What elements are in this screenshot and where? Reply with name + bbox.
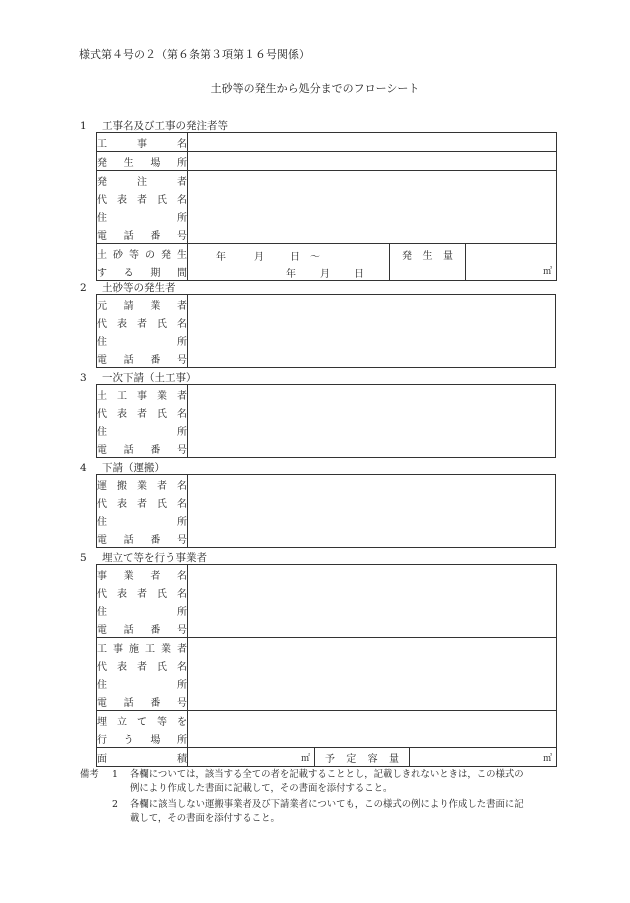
label-char: 氏 [157,661,167,673]
label-char: て [137,716,147,728]
label-char: 容 [367,753,378,765]
label-char: す [97,267,107,279]
section-1-title: 1 工事名及び工事の発注者等 [80,120,228,132]
label-char: 名 [177,194,187,206]
field-label [97,638,187,656]
label-char: 話 [123,230,134,242]
label-char: 注 [137,176,147,188]
label-char: 電 [97,444,107,456]
label-char: 住 [97,426,107,438]
field-label [97,711,187,729]
label-char: 番 [150,230,161,242]
label-char: 代 [97,588,107,600]
label-char: 生 [123,157,134,169]
label-char: 施 [129,643,139,655]
field-label [97,511,187,529]
label-char: 者 [137,318,147,330]
label-char: 番 [150,354,161,366]
hassei-kikan-field[interactable]: 年 月 日 ～ 年 月 日 [188,244,390,281]
label-char: 搬 [117,480,127,492]
label-char: 名 [177,498,187,510]
label-char: 積 [177,753,187,765]
section-5-table [96,564,557,767]
label-char: を [177,716,187,728]
label-char: 事 [137,390,147,402]
label-char: 電 [97,534,107,546]
section-2-table [96,294,556,368]
sekosha-field[interactable] [188,638,557,711]
label-char: 番 [150,534,161,546]
label-char: 番 [150,444,161,456]
label-char: 所 [177,212,187,224]
field-label [97,385,187,403]
field-label [97,601,187,619]
label-char: る [123,267,134,279]
note-2-line-1: 各欄に該当しない運搬事業者及び下請業者についても，この様式の例により作成した書面に記 [130,799,524,810]
field-label [97,583,187,601]
field-label [97,171,187,189]
koji-mei-field[interactable] [188,133,557,152]
label-char: 量 [443,250,453,262]
label-char: 工 [97,138,107,150]
field-label [97,529,187,547]
document-title: 土砂等の発生から処分までのフローシート [210,82,420,95]
field-label [97,207,187,225]
label-char: 者 [137,194,147,206]
label-char: 土 [97,390,107,402]
hatchusha-field[interactable] [188,171,557,244]
label-char: 住 [97,336,107,348]
motouke-field[interactable] [188,295,556,368]
field-label [97,565,187,583]
field-label [97,133,187,151]
label-char: 生 [422,250,433,262]
label-char: 砂 [113,249,123,261]
label-hatchusha-group [97,171,188,244]
field-label [97,692,187,710]
label-char: 所 [177,516,187,528]
label-char: 発 [97,157,107,169]
label-char: 号 [176,624,187,636]
label-char: 元 [97,300,107,312]
label-char: 事 [97,570,107,582]
label-char: 表 [117,661,127,673]
label-char: 者 [150,570,161,582]
label-char: 名 [177,138,187,150]
label-char: 名 [177,661,187,673]
field-label [97,403,187,421]
section-1-table [96,132,557,281]
label-char: 業 [161,643,171,655]
label-char: 等 [129,249,139,261]
label-char: 期 [150,267,161,279]
field-label [97,225,187,243]
field-label [97,152,187,170]
label-char: 電 [97,624,107,636]
label-char: 話 [123,697,134,709]
label-char: 表 [117,588,127,600]
menseki-field[interactable]: ㎡ [188,748,315,767]
label-char: 業 [157,390,167,402]
label-char: 話 [123,354,134,366]
field-label [97,244,187,262]
label-char: 工 [145,643,155,655]
label-char: 代 [97,661,107,673]
label-menseki [97,748,188,767]
label-char: 発 [97,176,107,188]
label-char: 番 [150,697,161,709]
label-char: 号 [176,534,187,546]
label-char: 発 [402,250,412,262]
field-label [97,493,187,511]
label-char: 等 [157,716,167,728]
label-char: 代 [97,408,107,420]
label-sekosha-group [97,638,188,711]
field-label [97,189,187,207]
hasseiryo-field[interactable]: ㎥ [466,244,557,281]
label-char: 所 [177,336,187,348]
field-label [97,475,187,493]
label-char: 場 [150,157,161,169]
label-char: 表 [117,498,127,510]
unpan-field[interactable] [188,475,556,548]
label-char: 所 [177,679,187,691]
label-char: 住 [97,212,107,224]
notes-prefix: 備考 [80,769,99,780]
label-char: 運 [97,480,107,492]
label-char: 行 [97,734,107,746]
label-char: 所 [176,734,187,746]
label-hasseiryo [390,244,466,281]
label-char: 号 [176,444,187,456]
label-char: 名 [177,408,187,420]
label-char: 業 [123,570,134,582]
label-char: 定 [346,753,357,765]
label-char: 工 [117,390,127,402]
label-char: 所 [177,426,187,438]
field-label [97,313,187,331]
label-char: 号 [176,230,187,242]
label-char: 者 [177,390,187,402]
label-char: 号 [176,354,187,366]
label-dokoji-group [97,385,188,458]
label-jigyosha-group [97,565,188,638]
label-char: 氏 [157,408,167,420]
label-char: 住 [97,679,107,691]
field-label [97,262,187,280]
label-char: 請 [123,300,134,312]
label-char: 間 [176,267,187,279]
field-label [97,748,187,766]
label-char: 工 [97,643,107,655]
label-motouke-group [97,295,188,368]
jigyosha-field[interactable] [188,565,557,638]
section-3-title: 3 一次下請（土工事） [80,372,197,384]
label-char: 者 [137,661,147,673]
section-3-table [96,384,556,458]
label-char: 者 [137,588,147,600]
field-label [97,349,187,367]
label-char: 代 [97,318,107,330]
label-char: 名 [176,570,187,582]
label-char: 土 [97,249,107,261]
label-char: 量 [388,753,399,765]
label-char: 代 [97,194,107,206]
label-char: 氏 [157,194,167,206]
label-char: 埋 [97,716,107,728]
label-char: 住 [97,606,107,618]
label-char: 場 [150,734,161,746]
label-char: 事 [113,643,123,655]
label-hassei-kikan [97,244,188,281]
label-char: 者 [176,300,187,312]
label-char: の [145,249,155,261]
label-char: 生 [177,249,187,261]
label-char: 番 [150,624,161,636]
label-umetate-basho [97,711,188,748]
label-char: 所 [177,606,187,618]
label-char: 氏 [157,588,167,600]
label-char: 名 [177,588,187,600]
field-label [97,331,187,349]
label-char: 氏 [157,318,167,330]
label-char: 話 [123,624,134,636]
label-char: 所 [176,157,187,169]
note-1-line-2: 例により作成した書面に記載して，その書面を添付すること。 [130,783,393,794]
label-char: 号 [176,697,187,709]
note-2-line-2: 載して，その書面を添付すること。 [130,813,280,824]
section-5-title: 5 埋立て等を行う事業者 [80,552,207,564]
label-char: 者 [137,498,147,510]
label-char: 電 [97,697,107,709]
label-char: う [123,734,134,746]
label-char: 業 [150,300,161,312]
label-char: 話 [123,444,134,456]
form-number: 様式第４号の２（第６条第３項第１６号関係） [79,48,310,61]
label-char: 電 [97,230,107,242]
label-char: 表 [117,194,127,206]
label-char: 者 [177,643,187,655]
label-char: 業 [137,480,147,492]
label-yotei-yoryo [315,748,410,767]
field-label [97,674,187,692]
field-label [97,295,187,313]
section-4-table [96,474,556,548]
label-char: 表 [117,408,127,420]
label-char: 代 [97,498,107,510]
label-char: 住 [97,516,107,528]
label-unpan-group [97,475,188,548]
label-char: 名 [177,480,187,492]
label-koji-mei [97,133,188,152]
label-char: 事 [137,138,147,150]
hassei-basho-field[interactable] [188,152,557,171]
label-char: 予 [325,753,335,765]
label-hassei-basho [97,152,188,171]
label-char: 者 [177,176,187,188]
field-label [97,619,187,637]
field-label [325,748,399,766]
label-char: 者 [157,480,167,492]
yotei-yoryo-field[interactable]: ㎥ [410,748,557,767]
note-1-line-1: 各欄については，該当する全ての者を記載することとし，記載しきれないときは，この様式の [130,769,524,780]
label-char: 発 [161,249,171,261]
umetate-basho-field[interactable] [188,711,557,748]
label-char: 表 [117,318,127,330]
label-char: 立 [117,716,127,728]
dokoji-field[interactable] [188,385,556,458]
field-label [402,247,453,261]
notes: 備考 1 各欄については，該当する全ての者を記載することとし，記載しきれないときは，この様式の 例により作成した書面に記載して，その書面を添付すること。 2 各欄に該当しない運搬事業者及び下請業者についても，この様式の例により作成した書面に記 載して，その書面を添付すること。 [80,769,524,824]
label-char: 氏 [157,498,167,510]
label-char: 電 [97,354,107,366]
label-char: 面 [97,753,107,765]
field-label [97,421,187,439]
field-label [97,729,187,747]
section-4-title: 4 下請（運搬） [80,462,165,474]
label-char: 名 [177,318,187,330]
section-2-title: 2 土砂等の発生者 [80,282,176,294]
field-label [97,656,187,674]
field-label [97,439,187,457]
label-char: 者 [137,408,147,420]
label-char: 話 [123,534,134,546]
